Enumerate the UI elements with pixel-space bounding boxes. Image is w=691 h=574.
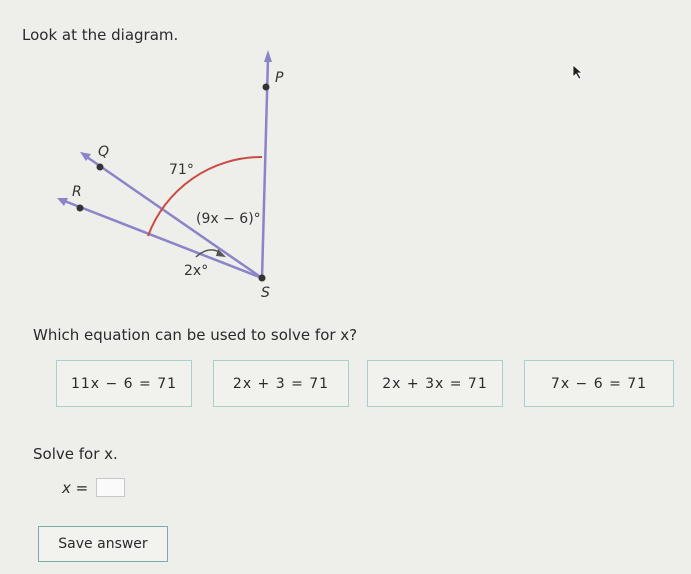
solve-label: Solve for x. — [33, 445, 118, 463]
choice-4[interactable]: 7x − 6 = 71 — [524, 360, 674, 407]
ray-sp — [262, 58, 268, 278]
label-p: P — [275, 70, 284, 86]
point-r — [77, 205, 84, 212]
angle-label-9x-6: (9x − 6)° — [196, 211, 261, 227]
question-text: Which equation can be used to solve for x? — [33, 326, 358, 344]
mouse-pointer-icon — [572, 64, 584, 80]
answer-input[interactable] — [96, 478, 125, 497]
choice-2[interactable]: 2x + 3 = 71 — [213, 360, 349, 407]
point-p — [263, 84, 270, 91]
choice-1[interactable]: 11x − 6 = 71 — [56, 360, 192, 407]
point-q — [97, 164, 104, 171]
point-s — [259, 275, 266, 282]
arrowhead-p — [264, 50, 272, 62]
prompt-text: Look at the diagram. — [22, 26, 179, 44]
label-q: Q — [98, 144, 110, 160]
answer-row — [62, 478, 125, 497]
equation-prefix: x = — [62, 478, 89, 497]
label-r: R — [72, 184, 82, 200]
angle-label-71: 71° — [169, 162, 194, 178]
save-answer-button[interactable]: Save answer — [38, 526, 168, 562]
angle-label-2x: 2x° — [184, 263, 209, 279]
choice-3[interactable]: 2x + 3x = 71 — [367, 360, 503, 407]
label-s: S — [261, 285, 270, 301]
